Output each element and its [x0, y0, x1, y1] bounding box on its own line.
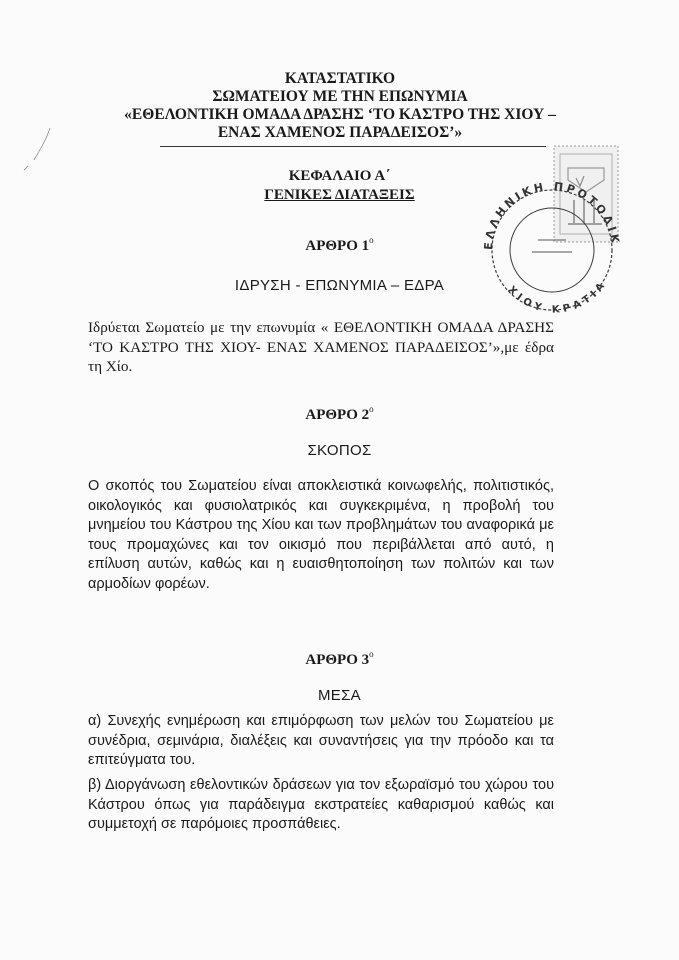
article-1-text: Ιδρύεται Σωματείο με την επωνυμία « ΕΘΕΛΟΝΤΙΚΗ ΟΜΑΔΑ ΔΡΑΣΗΣ ‘ΤΟ ΚΑΣΤΡΟ ΤΗΣ ΧΙΟΥ- ΕΝΑΣ ΧΑΜΕΝΟΣ ΠΑΡΑΔΕΙΣΟΣ’»,με έδρα τη Χίο.: [88, 319, 554, 375]
article-3-item-a: α) Συνεχής ενημέρωση και επιμόρφωση των μελών του Σωματείου με συνέδρια, σεμινάρια, διαλέξεις και συναντήσεις για την πρόοδο και τα επιτεύγματα του.: [88, 713, 554, 768]
chapter-label: ΚΕΦΑΛΑΙΟ Α΄: [288, 168, 391, 184]
article-ordinal: ο: [369, 649, 374, 659]
seal-ring-text: ΕΛΛΗΝΙΚΗ ΠΡΟΤΟΔΙΚ: [481, 179, 623, 251]
title-line: ΚΑΤΑΣΤΑΤΙΚΟ: [284, 70, 396, 87]
court-stamp: [468, 140, 638, 330]
article-ordinal: ο: [369, 404, 374, 414]
title-line: ΣΩΜΑΤΕΙΟΥ ΜΕ ΤΗΝ ΕΠΩΝΥΜΙΑ: [212, 88, 468, 105]
article-label: ΑΡΘΡΟ 1: [305, 238, 370, 254]
title-line: ΕΝΑΣ ΧΑΜΕΝΟΣ ΠΑΡΑΔΕΙΣΟΣ’»: [217, 124, 463, 141]
article-3-item-b: β) Διοργάνωση εθελοντικών δράσεων για τον εξωραϊσμό του χώρου του Κάστρου όπως για παράδειγμα εκστρατείες καθαρισμού καθώς και συμμετοχή σε παρόμοιες προσπάθειες.: [88, 777, 554, 832]
article-2-heading: [0, 405, 679, 424]
article-3-title: ΜΕΣΑ: [318, 687, 361, 704]
svg-text:ΧΙΟΥ ΚΡΑΤΙΑ: [506, 278, 610, 316]
article-2-title: ΣΚΟΠΟΣ: [307, 442, 372, 459]
article-1-title: ΙΔΡΥΣΗ - ΕΠΩΝΥΜΙΑ – ΕΔΡΑ: [234, 277, 445, 294]
article-2-text: Ο σκοπός του Σωματείου είναι αποκλειστικά κοινωφελής, πολιτιστικός, οικολογικός και φυσιολατρικός και συγκεκριμένα, η προβολή του μνημείου του Κάστρου της Χίου και των προβλημάτων του αναφορικά με τους προμαχώνες και τον οικισμό που περιβάλλεται από αυτό, η επίλυση αυτών, καθώς και η ευαισθητοποίηση των πολιτών και των αρμοδίων φορέων.: [88, 478, 554, 592]
chapter-title: ΓΕΝΙΚΕΣ ΔΙΑΤΑΞΕΙΣ: [264, 187, 415, 203]
article-ordinal: ο: [369, 235, 374, 245]
article-label: ΑΡΘΡΟ 2: [305, 407, 370, 423]
title-line: «ΕΘΕΛΟΝΤΙΚΗ ΟΜΑΔΑ ΔΡΑΣΗΣ ‘ΤΟ ΚΑΣΤΡΟ ΤΗΣ ΧΙΟΥ –: [124, 106, 556, 123]
seal-ring-text-lower: ΧΙΟΥ ΚΡΑΤΙΑ: [505, 278, 610, 316]
court-stamp-graphic: [468, 140, 638, 330]
document-title: [60, 70, 620, 142]
article-label: ΑΡΘΡΟ 3: [305, 652, 370, 668]
article-3-heading: [0, 650, 679, 669]
